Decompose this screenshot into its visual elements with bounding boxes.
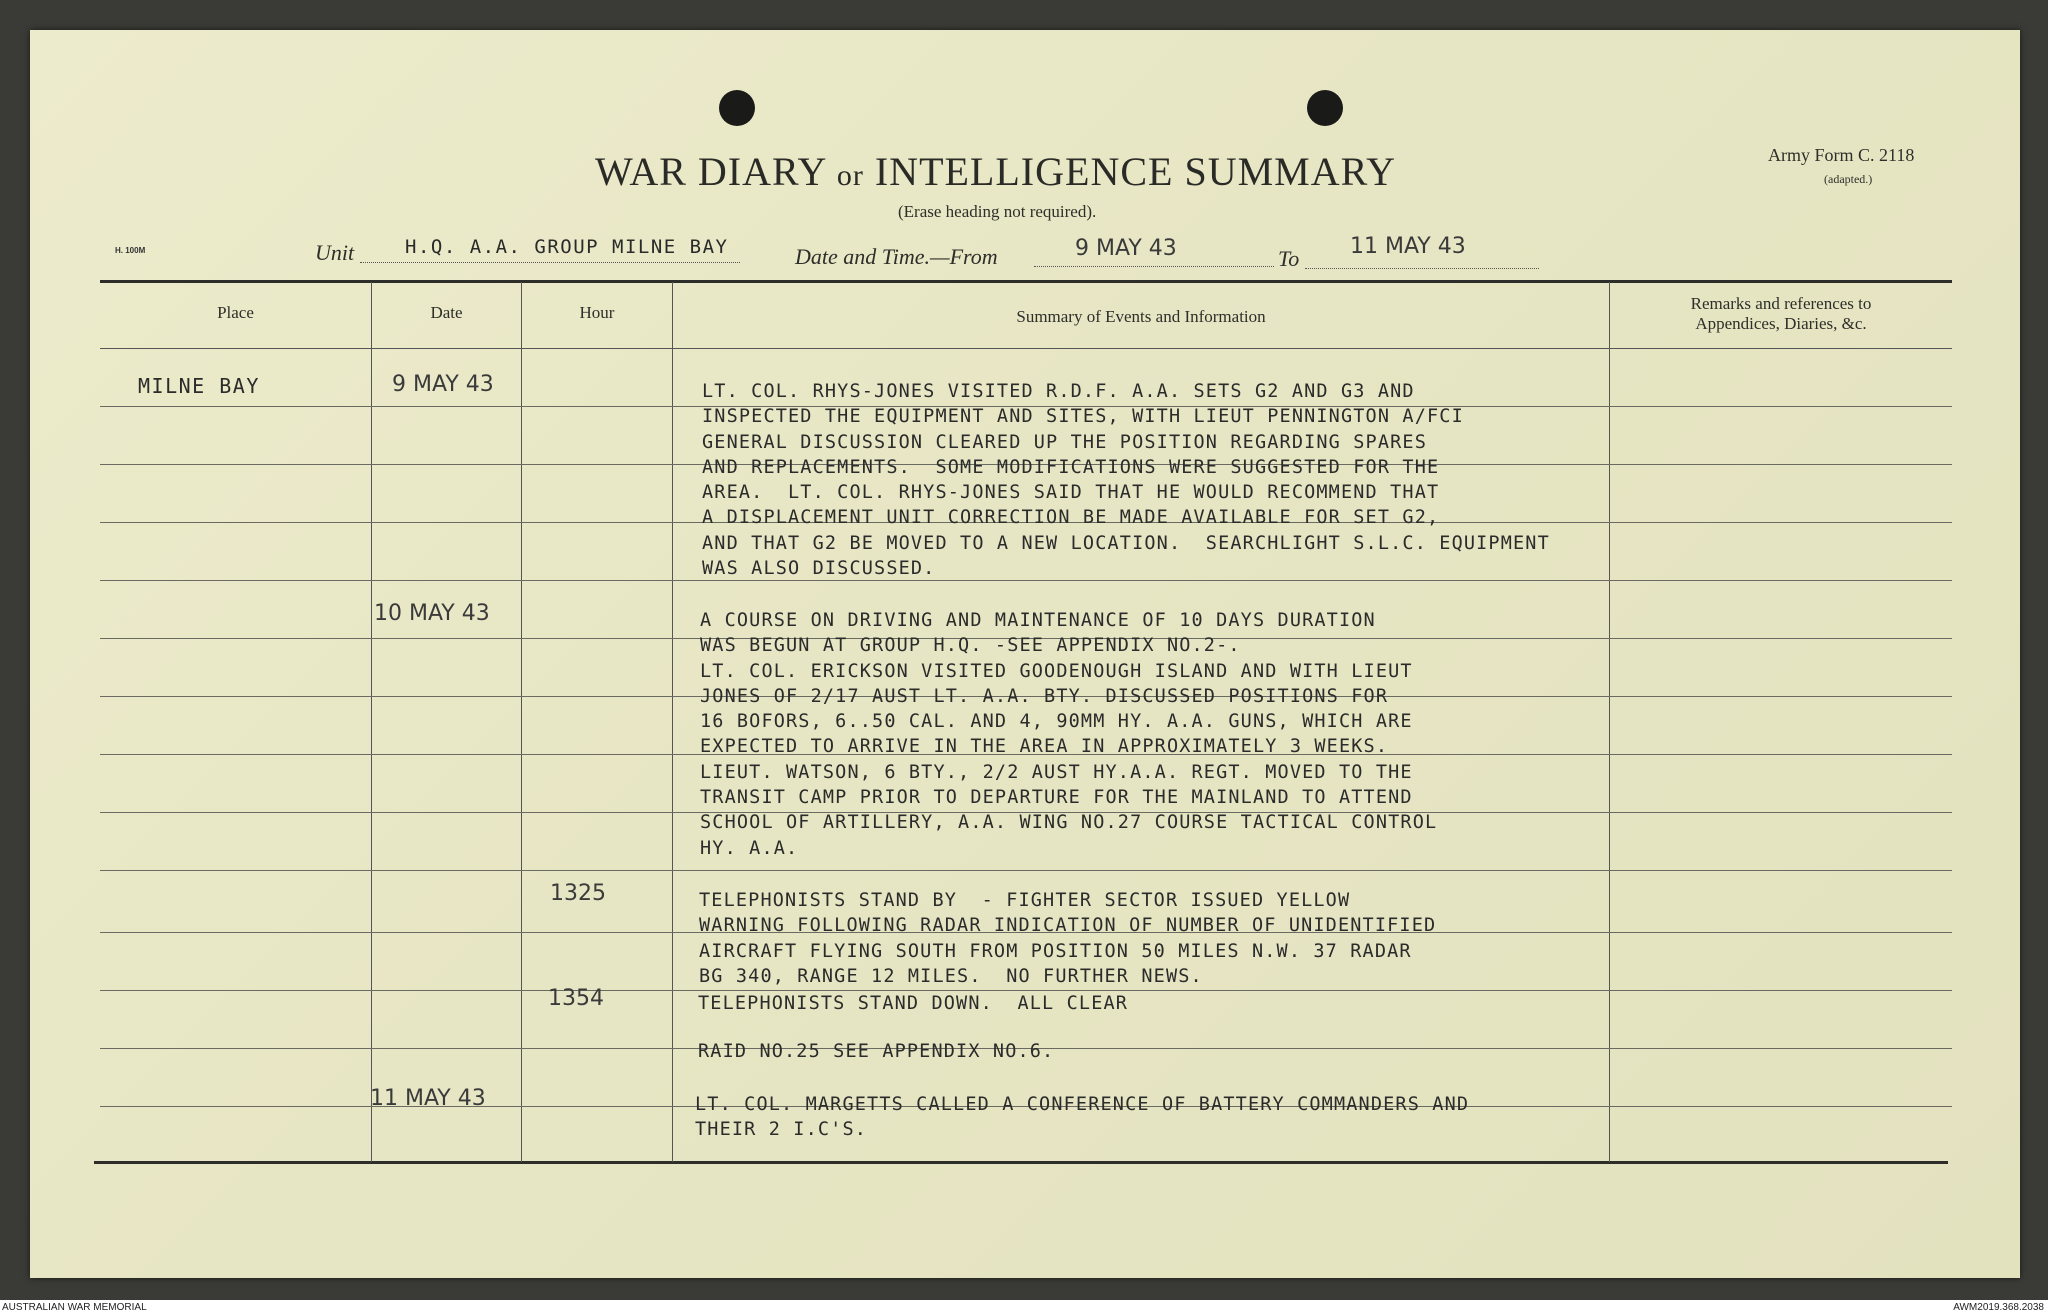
date-to-value: 11 MAY 43 [1350,234,1466,259]
summary-entry-5: RAID NO.25 SEE APPENDIX NO.6. [698,1041,1055,1062]
footer-left: AUSTRALIAN WAR MEMORIAL [2,1302,147,1313]
summary-entry-1: LT. COL. RHYS-JONES VISITED R.D.F. A.A. SETS G2 AND G3 AND INSPECTED THE EQUIPMENT AND SITES, WITH LIEUT PENNINGTON A/FCI GENERAL DISCUSSION CLEARED UP THE POSITION REGARDING SPARES AND REPLACEMENTS. SOME MODIFICATIONS WERE SUGGESTED FOR THE AREA. LT. COL. RHYS-JONES SAID THAT HE WOULD RECOMMEND THAT A DISPLACEMENT UNIT CORRECTION BE MADE AVAILABLE FOR SET G2, AND THAT G2 BE MOVED TO A NEW LOCATION. SEARCHLIGHT S.L.C. EQUIPMENT WAS ALSO DISCUSSED. [702,381,1550,580]
date-time-label: Date and Time.—From [795,244,998,269]
summary-entry-2: A COURSE ON DRIVING AND MAINTENANCE OF 10 DAYS DURATION WAS BEGUN AT GROUP H.Q. -SEE APPENDIX NO.2-. LT. COL. ERICKSON VISITED GOODENOUGH ISLAND AND WITH LIEUT JONES OF 2/17 AUST LT. A.A. BTY. DISCUSSED POSITIONS FOR 16 BOFORS, 6..50 CAL. AND 4, 90MM HY. A.A. GUNS, WHICH ARE EXPECTED TO ARRIVE IN THE AREA IN APPROXIMATELY 3 WEEKS. LIEUT. WATSON, 6 BTY., 2/2 AUST HY.A.A. REGT. MOVED TO THE TRANSIT CAMP PRIOR TO DEPARTURE FOR THE MAINLAND TO ATTEND SCHOOL OF ARTILLERY, A.A. WING NO.27 COURSE TACTICAL CONTROL HY. A.A. [700,610,1438,859]
summary-entry-4: TELEPHONISTS STAND DOWN. ALL CLEAR [698,993,1129,1014]
date-cell-6: 11 MAY 43 [370,1086,486,1111]
title-war-diary: WAR DIARY [595,149,826,194]
date-cell-1: 9 MAY 43 [392,372,494,397]
column-divider-summary [1609,282,1610,1162]
hour-cell-3: 1325 [550,881,606,906]
column-header-place: Place [217,303,254,322]
date-to-fill-line [1305,268,1539,269]
footer-bar [0,1300,2048,1316]
remarks-header-line1: Remarks and references to [1690,294,1872,313]
summary-entry-6: LT. COL. MARGETTS CALLED A CONFERENCE OF BATTERY COMMANDERS AND THEIR 2 I.C'S. [695,1094,1470,1141]
title-or: or [836,159,864,192]
date-cell-2: 10 MAY 43 [374,601,490,626]
hour-cell-4: 1354 [548,986,604,1011]
column-header-remarks [1610,294,1952,334]
punch-hole-right [1307,90,1343,126]
column-divider-date [521,282,522,1162]
form-reference: Army Form C. 2118 [1768,145,1915,165]
print-code: H. 100M [115,246,146,255]
remarks-header-line2: Appendices, Diaries, &c. [1695,314,1867,333]
unit-value: H.Q. A.A. GROUP MILNE BAY [405,236,729,258]
place-cell: MILNE BAY [138,374,260,398]
header-bottom-rule [100,348,1952,349]
column-header-summary: Summary of Events and Information [1016,307,1266,326]
column-header-date: Date [430,303,463,322]
column-divider-place [371,282,372,1162]
form-reference-note: (adapted.) [1824,172,1873,186]
punch-hole-left [719,90,755,126]
document-title [595,148,1396,195]
table-top-rule [100,280,1952,283]
title-intelligence-summary: INTELLIGENCE SUMMARY [874,149,1396,194]
unit-fill-line [360,262,740,263]
date-from-value: 9 MAY 43 [1075,236,1177,261]
to-label: To [1278,246,1300,271]
table-bottom-rule [94,1161,1948,1164]
date-from-fill-line [1034,266,1274,267]
subtitle: (Erase heading not required). [898,202,1097,221]
ruled-line [100,870,1952,871]
summary-entry-3: TELEPHONISTS STAND BY - FIGHTER SECTOR ISSUED YELLOW WARNING FOLLOWING RADAR INDICATION OF NUMBER OF UNIDENTIFIED AIRCRAFT FLYING SOUTH FROM POSITION 50 MILES N.W. 37 RADAR BG 340, RANGE 12 MILES. NO FURTHER NEWS. [699,890,1437,987]
unit-label: Unit [315,240,355,265]
footer-right: AWM2019.368.2038 [1953,1302,2044,1313]
column-divider-hour [672,282,673,1162]
column-header-hour: Hour [579,303,615,322]
